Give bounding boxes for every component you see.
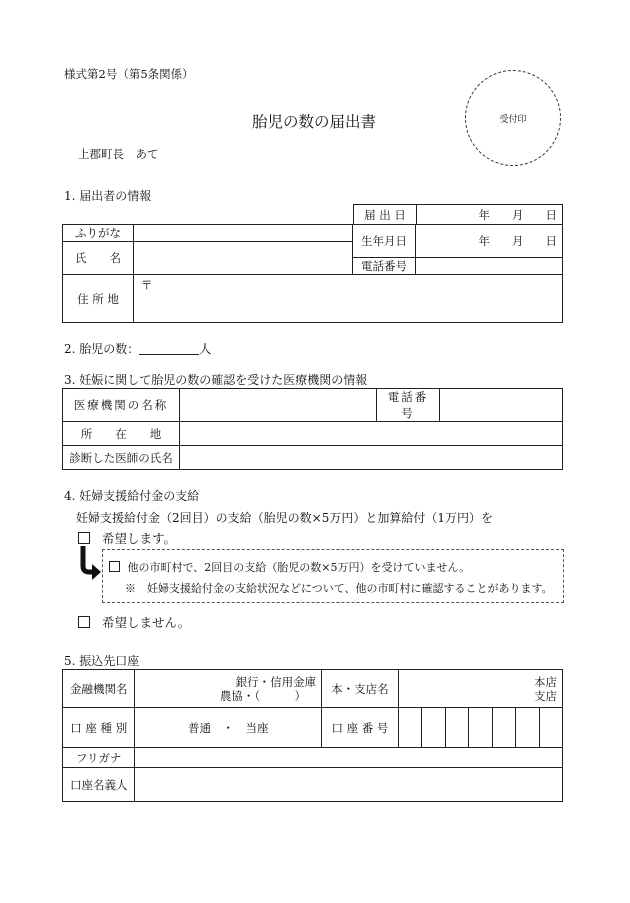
name-field[interactable]: [134, 242, 353, 275]
branch-name-label: 本・支店名: [322, 670, 399, 708]
section1-heading: 1. 届出者の情報: [64, 189, 152, 203]
section5-heading: 5. 振込先口座: [64, 654, 140, 668]
phone-field[interactable]: [416, 258, 563, 275]
addressee: 上郡町長 あて: [78, 147, 159, 161]
account-type-field[interactable]: 普通 ・ 当座: [135, 708, 322, 748]
bank-type-line1: 銀行・信用金庫: [235, 674, 317, 689]
form-id: 様式第2号（第5条関係）: [64, 67, 194, 81]
holder-furigana-label: フリガナ: [63, 748, 135, 768]
account-digit-1[interactable]: [398, 708, 421, 748]
wish-checkbox[interactable]: [78, 532, 90, 544]
account-digit-2[interactable]: [422, 708, 445, 748]
other-municipality-checkbox[interactable]: [109, 561, 120, 572]
doctor-name-label: 診断した医師の氏名: [63, 446, 180, 470]
section2-heading: 2. 胎児の数：: [64, 342, 140, 356]
bank-name-label: 金融機関名: [63, 670, 135, 708]
applicant-dates-table: [353, 204, 563, 225]
bank-type-line2: 農協・（ ）: [219, 688, 307, 703]
phone-label: 電話番号: [353, 258, 416, 275]
medical-institution-table: [62, 388, 563, 470]
account-type-label: 口 座 種 別: [63, 708, 135, 748]
institution-phone-label: 電話番号: [377, 389, 440, 422]
section4-heading: 4. 妊婦支援給付金の支給: [64, 489, 200, 503]
option-no-wish[interactable]: [78, 613, 190, 631]
postal-mark: 〒: [141, 278, 153, 292]
institution-name-label: 医療機関の名称: [63, 389, 180, 422]
note-text: ※ 妊婦支援給付金の支給状況などについて、他の市町村に確認することがあります。: [125, 582, 553, 595]
no-wish-label: 希望しません。: [101, 615, 191, 630]
bank-account-table: [62, 669, 563, 802]
reception-stamp-circle: [465, 70, 561, 166]
other-municipality-box: [102, 549, 564, 603]
furigana-field[interactable]: [134, 225, 353, 242]
address-label: 住 所 地: [63, 275, 134, 323]
account-digit-5[interactable]: [492, 708, 515, 748]
location-field[interactable]: [180, 422, 563, 446]
address-field[interactable]: [134, 275, 563, 323]
submit-date-label: 届 出 日: [354, 205, 417, 225]
institution-name-field[interactable]: [180, 389, 377, 422]
arrow-icon: [78, 546, 102, 580]
fetus-count-field[interactable]: [139, 342, 199, 355]
name-label: 氏 名: [63, 242, 134, 275]
branch-sub: 支店: [534, 688, 557, 703]
location-label: 所 在 地: [63, 422, 180, 446]
applicant-table: [62, 224, 563, 323]
account-digit-4[interactable]: [469, 708, 492, 748]
birth-date-label: 生年月日: [353, 225, 416, 258]
wish-label: 希望します。: [101, 531, 176, 546]
branch-main: 本店: [534, 674, 557, 689]
option-wish[interactable]: [78, 529, 176, 547]
institution-phone-field[interactable]: [440, 389, 563, 422]
furigana-label: ふりがな: [63, 225, 134, 242]
branch-name-field[interactable]: [398, 670, 562, 708]
account-holder-field[interactable]: [135, 768, 563, 802]
stamp-label: 受付印: [499, 114, 527, 125]
section3-heading: 3. 妊娠に関して胎児の数の確認を受けた医療機関の情報: [64, 373, 368, 387]
other-municipality-label: 他の市町村で、2回目の支給（胎児の数×5万円）を受けていません。: [127, 561, 471, 574]
section2-line: [64, 340, 211, 357]
fetus-count-unit: 人: [199, 342, 212, 356]
section4-description: 妊婦支援給付金（2回目）の支給（胎児の数×5万円）と加算給付（1万円）を: [76, 511, 493, 525]
birth-date-field[interactable]: 年 月 日: [416, 225, 563, 258]
no-wish-checkbox[interactable]: [78, 616, 90, 628]
bank-name-field[interactable]: [135, 670, 322, 708]
submit-date-field[interactable]: 年 月 日: [417, 205, 563, 225]
holder-furigana-field[interactable]: [135, 748, 563, 768]
account-holder-label: 口座名義人: [63, 768, 135, 802]
doctor-name-field[interactable]: [180, 446, 563, 470]
account-digit-7[interactable]: [539, 708, 563, 748]
account-number-label: 口 座 番 号: [322, 708, 399, 748]
other-municipality-check[interactable]: [109, 559, 470, 575]
account-digit-3[interactable]: [445, 708, 468, 748]
page-title: 胎児の数の届出書: [252, 113, 377, 131]
account-digit-6[interactable]: [516, 708, 539, 748]
